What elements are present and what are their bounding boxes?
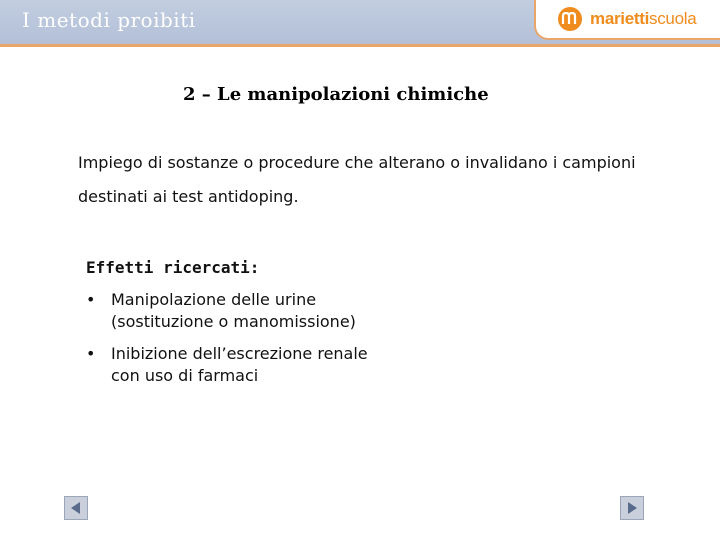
list-item-text: Manipolazione delle urine (sostituzione o manomissione) bbox=[111, 290, 356, 331]
arrow-right-icon bbox=[624, 500, 640, 516]
brand-name bbox=[590, 9, 696, 29]
slide-subtitle: 2 – Le manipolazioni chimiche bbox=[183, 84, 489, 105]
effects-section bbox=[86, 258, 386, 397]
bullet: • bbox=[86, 344, 96, 363]
header-bar bbox=[0, 0, 720, 47]
page-title: I metodi proibiti bbox=[22, 8, 196, 32]
brand-logo bbox=[534, 0, 720, 40]
bullet: • bbox=[86, 290, 96, 309]
brand-name-light: scuola bbox=[649, 9, 697, 28]
brand-name-bold: marietti bbox=[590, 9, 650, 28]
intro-paragraph: Impiego di sostanze o procedure che alterano o invalidano i campioni destinati ai test antidoping. bbox=[78, 153, 636, 206]
arrow-left-icon bbox=[68, 500, 84, 516]
effects-list bbox=[86, 289, 386, 387]
effects-heading: Effetti ricercati: bbox=[86, 258, 260, 277]
previous-slide-button[interactable] bbox=[64, 496, 88, 520]
next-slide-button[interactable] bbox=[620, 496, 644, 520]
list-item bbox=[86, 289, 373, 333]
list-item-text: Inibizione dell’escrezione renale con uso di farmaci bbox=[111, 344, 368, 385]
list-item bbox=[86, 343, 373, 387]
marietti-logo-icon bbox=[558, 7, 582, 31]
